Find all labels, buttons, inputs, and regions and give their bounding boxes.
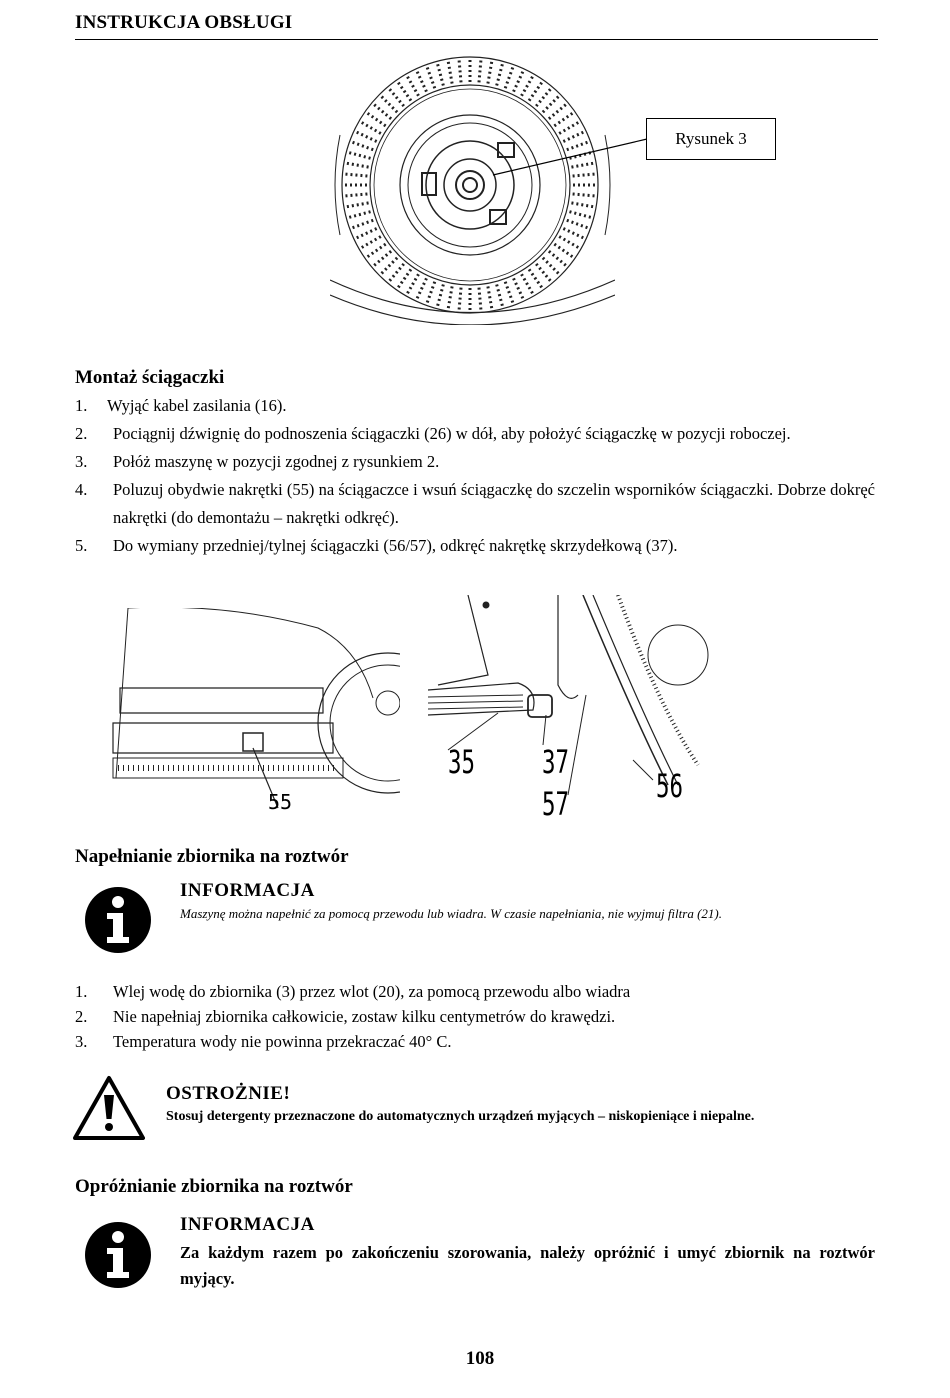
caution-box bbox=[166, 1083, 876, 1125]
brush-bristle bbox=[573, 194, 595, 196]
brush-bristle bbox=[390, 264, 404, 281]
brush-bristle bbox=[497, 284, 503, 305]
brush-bristle bbox=[368, 244, 386, 257]
page-header-title: INSTRUKCJA OBSŁUGI bbox=[75, 12, 293, 33]
drain-heading: Opróżnianie zbiornika na roztwór bbox=[75, 1176, 353, 1197]
brush-bristle bbox=[554, 113, 572, 126]
info-title: INFORMACJA bbox=[180, 880, 315, 901]
brush-bristle bbox=[438, 284, 444, 305]
caution-title: OSTROŻNIE! bbox=[166, 1083, 291, 1104]
brush-bristle bbox=[505, 282, 513, 303]
brush-bristle bbox=[408, 77, 419, 96]
header-divider bbox=[75, 39, 878, 40]
warning-icon bbox=[73, 1075, 145, 1141]
info-title: INFORMACJA bbox=[180, 1214, 315, 1235]
figure-callout-label: Rysunek 3 bbox=[646, 118, 776, 160]
brush-bristle bbox=[536, 89, 550, 106]
list-item: 4. Poluzuj obydwie nakrętki (55) na ściągaczce i wsuń ściągaczkę do szczelin wsporników ściągaczki. Dobrze dokręć nakrętki (do demontażu – nakrętki odkręć). bbox=[75, 480, 875, 527]
brush-bristle bbox=[362, 123, 381, 134]
list-item: 1. Wlej wodę do zbiornika (3) przez wlot (20), za pomocą przewodu albo wiadra bbox=[75, 982, 631, 1001]
list-item: 1. Wyjąć kabel zasilania (16). bbox=[75, 396, 287, 415]
brush-bristle bbox=[529, 269, 542, 287]
callout-56: 56 bbox=[656, 767, 683, 805]
brush-bristle bbox=[368, 113, 386, 126]
brush-bristle bbox=[349, 212, 370, 218]
brush-bristle bbox=[382, 258, 398, 274]
brush-bristle bbox=[543, 258, 559, 274]
brush-bristle bbox=[488, 62, 492, 84]
fill-info-box bbox=[180, 880, 880, 922]
brush-bristle bbox=[349, 153, 370, 159]
brush-bristle bbox=[559, 237, 578, 248]
brush-bristle bbox=[417, 278, 426, 298]
brush-bristle bbox=[459, 288, 461, 310]
squeegee-figure-left bbox=[108, 608, 400, 830]
fill-heading: Napełnianie zbiornika na roztwór bbox=[75, 846, 349, 867]
info-text: Maszynę można napełnić za pomocą przewodu lub wiadra. W czasie napełniania, nie wyjmuj filtra (21). bbox=[180, 906, 722, 921]
drain-info-box bbox=[180, 1214, 875, 1292]
brush-bristle bbox=[522, 274, 533, 293]
brush-bristle bbox=[382, 97, 398, 113]
callout-57: 57 bbox=[542, 785, 569, 823]
callout-55: 55 bbox=[268, 790, 293, 814]
brush-bristle bbox=[374, 105, 391, 119]
brush-bristle bbox=[448, 62, 452, 84]
brush-disc-figure bbox=[330, 45, 615, 325]
brush-bristle bbox=[398, 83, 411, 101]
brush-bristle bbox=[559, 123, 578, 134]
brush-bristle bbox=[417, 72, 426, 92]
brush-bristle bbox=[362, 237, 381, 248]
list-item: 2. Pociągnij dźwignię do podnoszenia ściągaczki (26) w dół, aby położyć ściągaczkę w pozycji roboczej. bbox=[75, 424, 791, 443]
brush-bristle bbox=[549, 105, 566, 119]
brush-bristle bbox=[459, 60, 461, 82]
info-icon bbox=[83, 1220, 153, 1290]
page-number: 108 bbox=[465, 1348, 495, 1369]
list-item: 3. Temperatura wody nie powinna przekraczać 40° C. bbox=[75, 1032, 452, 1051]
brush-bristle bbox=[345, 174, 367, 176]
brush-bristle bbox=[353, 220, 374, 228]
brush-bristle bbox=[505, 68, 513, 89]
info-text: Za każdym razem po zakończeniu szorowania, należy opróżnić i umyć zbiornik na roztwór myjący. bbox=[180, 1243, 875, 1288]
brush-bristle bbox=[438, 64, 444, 85]
fill-steps bbox=[75, 979, 875, 1054]
caution-text: Stosuj detergenty przeznaczone do automatycznych urządzeń myjących – niskopieniące i niepalne. bbox=[166, 1109, 755, 1124]
list-item: 3. Połóż maszynę w pozycji zgodnej z rysunkiem 2. bbox=[75, 452, 440, 471]
brush-bristle bbox=[479, 60, 481, 82]
squeegee-steps bbox=[75, 392, 875, 560]
brush-bristle bbox=[529, 83, 542, 101]
list-item: 5. Do wymiany przedniej/tylnej ściągaczki (56/57), odkręć nakrętkę skrzydełkową (37). bbox=[75, 536, 678, 555]
brush-bristle bbox=[347, 163, 369, 167]
callout-35: 35 bbox=[448, 743, 475, 781]
brush-bristle bbox=[353, 142, 374, 150]
brush-bristle bbox=[571, 203, 593, 207]
brush-bristle bbox=[514, 278, 523, 298]
brush-bristle bbox=[522, 77, 533, 96]
brush-bristle bbox=[563, 229, 583, 238]
brush-bristle bbox=[427, 68, 435, 89]
brush-bristle bbox=[448, 286, 452, 308]
list-item: 2. Nie napełniaj zbiornika całkowicie, zostaw kilku centymetrów do krawędzi. bbox=[75, 1007, 616, 1026]
brush-bristle bbox=[427, 282, 435, 303]
brush-bristle bbox=[567, 220, 588, 228]
brush-bristle bbox=[514, 72, 523, 92]
brush-bristle bbox=[345, 194, 367, 196]
brush-bristle bbox=[357, 229, 377, 238]
brush-bristle bbox=[398, 269, 411, 287]
squeegee-figure-right bbox=[428, 595, 710, 833]
brush-bristle bbox=[543, 97, 559, 113]
info-icon bbox=[83, 885, 153, 955]
squeegee-heading: Montaż ściągaczki bbox=[75, 367, 225, 388]
callout-37: 37 bbox=[542, 743, 569, 781]
brush-bristle bbox=[374, 251, 391, 265]
brush-bristle bbox=[479, 288, 481, 310]
brush-bristle bbox=[390, 89, 404, 106]
brush-bristle bbox=[357, 132, 377, 141]
brush-bristle bbox=[408, 274, 419, 293]
brush-bristle bbox=[569, 212, 590, 218]
brush-bristle bbox=[347, 203, 369, 207]
brush-bristle bbox=[488, 286, 492, 308]
brush-bristle bbox=[536, 264, 550, 281]
brush-bristle bbox=[497, 64, 503, 85]
callout-leader-line bbox=[490, 135, 650, 180]
brush-bristle bbox=[549, 251, 566, 265]
brush-bristle bbox=[554, 244, 572, 257]
